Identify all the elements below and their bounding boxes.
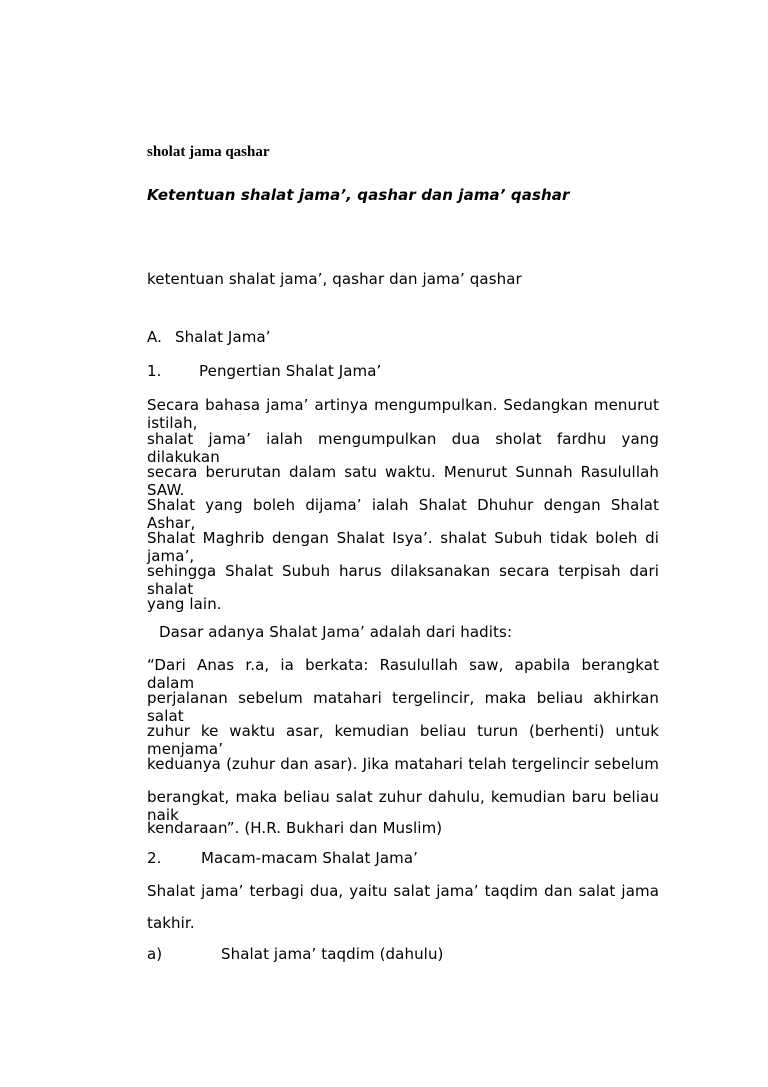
paragraph-line: shalat jama’ ialah mengumpulkan dua sholat fardhu yang dilakukan <box>147 430 659 466</box>
item-a-heading <box>147 945 444 963</box>
hadith-line: zuhur ke waktu asar, kemudian beliau turun (berhenti) untuk menjama’ <box>147 722 659 758</box>
paragraph-line: Shalat jama’ terbagi dua, yaitu salat jama’ taqdim dan salat jama <box>147 882 659 900</box>
dasar-line: Dasar adanya Shalat Jama’ adalah dari hadits: <box>159 623 513 641</box>
item-1-marker: 1. <box>147 362 162 380</box>
item-a-marker: a) <box>147 945 163 963</box>
section-heading: Ketentuan shalat jama’, qashar dan jama’ qashar <box>147 186 570 204</box>
paragraph-line: takhir. <box>147 914 195 932</box>
hadith-line: kendaraan”. (H.R. Bukhari dan Muslim) <box>147 819 443 837</box>
document-title: sholat jama qashar <box>147 144 270 160</box>
item-1-heading <box>147 362 381 380</box>
item-2-heading <box>147 849 418 867</box>
hadith-line: perjalanan sebelum matahari tergelincir, maka beliau akhirkan salat <box>147 689 659 725</box>
item-1-title: Pengertian Shalat Jama’ <box>199 362 382 380</box>
paragraph-line: secara berurutan dalam satu waktu. Menurut Sunnah Rasulullah SAW. <box>147 463 659 499</box>
item-2-title: Macam-macam Shalat Jama’ <box>201 849 419 867</box>
hadith-line: berangkat, maka beliau salat zuhur dahulu, kemudian baru beliau naik <box>147 788 659 824</box>
paragraph-line: sehingga Shalat Subuh harus dilaksanakan secara terpisah dari shalat <box>147 562 659 598</box>
item-2-marker: 2. <box>147 849 162 867</box>
section-subheading: ketentuan shalat jama’, qashar dan jama’ qashar <box>147 270 522 288</box>
section-a-marker: A. <box>147 328 162 346</box>
item-a-title: Shalat jama’ taqdim (dahulu) <box>221 945 444 963</box>
paragraph-line: Shalat yang boleh dijama’ ialah Shalat Dhuhur dengan Shalat Ashar, <box>147 496 659 532</box>
hadith-line: “Dari Anas r.a, ia berkata: Rasulullah saw, apabila berangkat dalam <box>147 656 659 692</box>
paragraph-line: Secara bahasa jama’ artinya mengumpulkan. Sedangkan menurut istilah, <box>147 396 659 432</box>
section-a-title: Shalat Jama’ <box>175 328 271 346</box>
paragraph-line: yang lain. <box>147 595 222 613</box>
paragraph-line: Shalat Maghrib dengan Shalat Isya’. shalat Subuh tidak boleh di jama’, <box>147 529 659 565</box>
section-a-heading <box>147 328 271 346</box>
hadith-line: keduanya (zuhur dan asar). Jika matahari telah tergelincir sebelum <box>147 755 659 773</box>
